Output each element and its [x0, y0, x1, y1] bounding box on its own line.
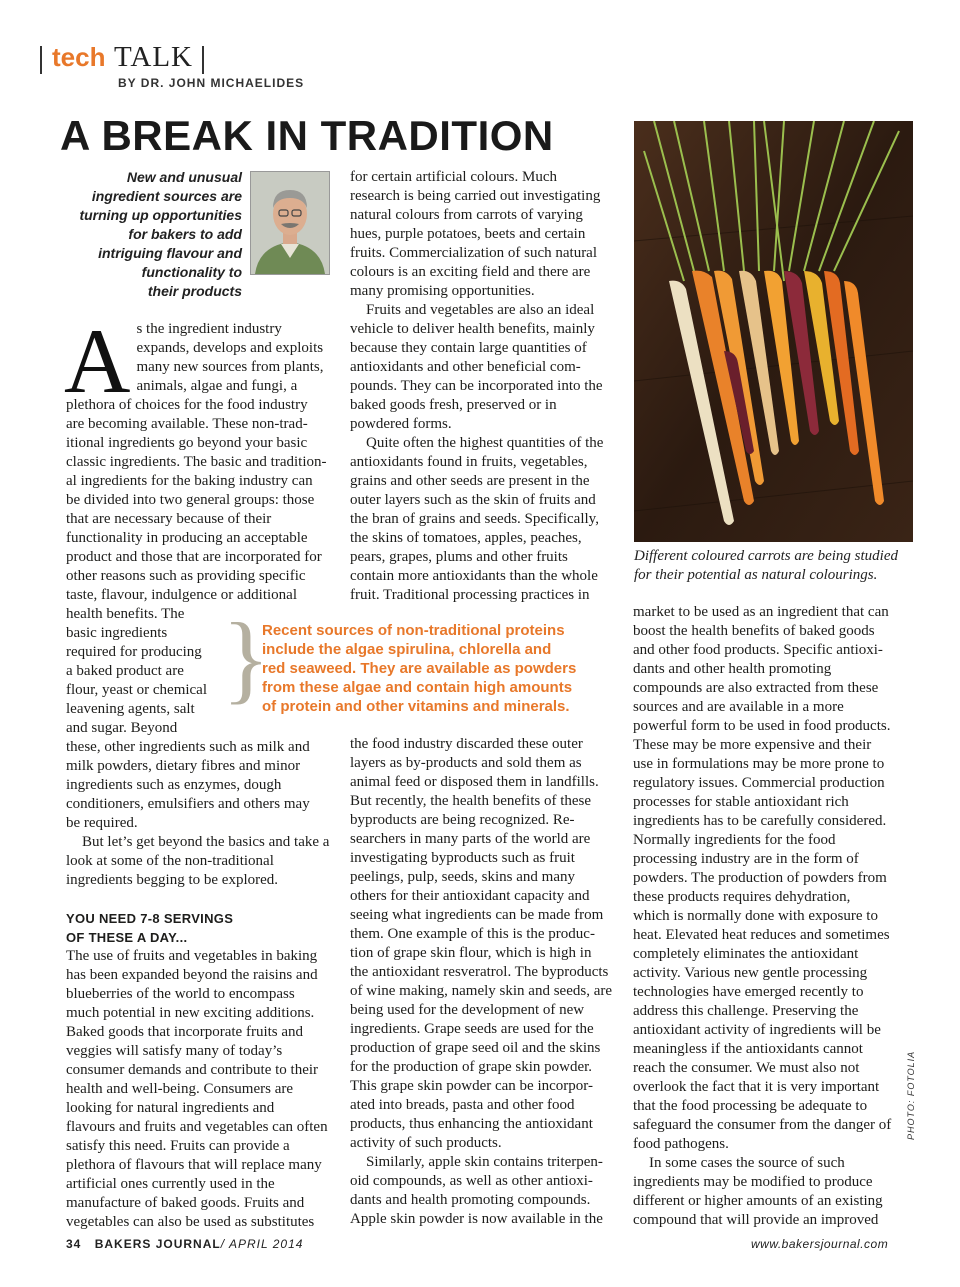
- text-line: fruits. Commercialization of such natural: [350, 245, 598, 261]
- text-line: antioxidants found in fruits, vegetables,: [350, 454, 588, 470]
- text-line: pears, grapes, plums and other fruits: [350, 549, 568, 565]
- paragraph: [64, 310, 330, 833]
- headline: A BREAK IN TRADITION: [60, 112, 554, 159]
- deck: [60, 168, 242, 301]
- pullquote-line: include the algae spirulina, chlorella and: [262, 641, 552, 658]
- footer-left: [66, 1237, 303, 1251]
- text-line: blueberries of the world to encompass: [66, 986, 295, 1002]
- text-line: But recently, the health benefits of these: [350, 793, 592, 809]
- text-line: vehicle to deliver health benefits, mainly: [350, 321, 595, 337]
- caption-line: Different coloured carrots are being studied: [634, 548, 898, 564]
- publication-name: BAKERS JOURNAL: [94, 1237, 221, 1251]
- text-line: for the production of grape skin powder.: [350, 1059, 593, 1075]
- text-line: Normally ingredients for the food: [633, 832, 836, 848]
- text-line: functionality in producing an acceptable: [66, 530, 308, 546]
- text-line: This grape skin powder can be incorpor-: [350, 1078, 593, 1094]
- carrots-image-icon: [634, 121, 913, 542]
- pullquote: [262, 621, 622, 716]
- text-line: compound that will provide an improved: [633, 1212, 879, 1228]
- subheading-line: OF THESE A DAY...: [66, 930, 188, 945]
- text-line: seeing what ingredients can be made from: [350, 907, 604, 923]
- text-line: In some cases the source of such: [649, 1155, 845, 1171]
- pullquote-line: of protein and other vitamins and minerals.: [262, 698, 570, 715]
- text-line: searchers in many parts of the world are: [350, 831, 591, 847]
- text-line: being used for the development of new: [350, 1002, 585, 1018]
- paragraph: [350, 735, 620, 1153]
- text-line: looking for natural ingredients and: [66, 1100, 275, 1116]
- text-line: meaningless if the antioxidants cannot: [633, 1041, 863, 1057]
- text-line: the antioxidant resveratrol. The byproducts: [350, 964, 609, 980]
- text-line: health benefits. The: [66, 606, 185, 622]
- paragraph: [633, 603, 905, 1154]
- text-line: colours is an exciting field and there are: [350, 264, 591, 280]
- text-line: ingredients such as enzymes, dough: [66, 777, 282, 793]
- text-line: regulatory issues. Commercial production: [633, 775, 885, 791]
- text-line: market to be used as an ingredient that can: [633, 604, 889, 620]
- text-line: classic ingredients. The basic and tradition-: [66, 454, 327, 470]
- text-line: which is normally done with exposure to: [633, 908, 878, 924]
- text-line: the bran of grains and seeds. Specifically,: [350, 511, 599, 527]
- article-column-1: [64, 310, 330, 1232]
- deck-line: their products: [147, 283, 242, 299]
- byline: BY DR. JOHN MICHAELIDES: [118, 76, 305, 90]
- deck-line: intriguing flavour and: [98, 245, 242, 261]
- text-line: processes for stable antioxidant rich: [633, 794, 849, 810]
- paragraph: [633, 1154, 905, 1230]
- deck-line: functionality to: [141, 264, 242, 280]
- text-line: s the ingredient industry: [136, 321, 282, 337]
- text-line: investigating byproducts such as fruit: [350, 850, 575, 866]
- text-line: are becoming available. These non-trad-: [66, 416, 308, 432]
- text-line: tion of grape skin flour, which is high in: [350, 945, 592, 961]
- text-line: different or higher amounts of an existing: [633, 1193, 883, 1209]
- text-line: be divided into two general groups: those: [66, 492, 315, 508]
- text-line: the food industry discarded these outer: [350, 736, 583, 752]
- issue-date: / APRIL 2014: [220, 1237, 304, 1251]
- text-line: for certain artificial colours. Much: [350, 169, 557, 185]
- text-line: leavening agents, salt: [66, 701, 195, 717]
- text-line: use in formulations may be more prone to: [633, 756, 885, 772]
- text-line: milk powders, dietary fibres and minor: [66, 758, 301, 774]
- text-line: because they contain large quantities of: [350, 340, 587, 356]
- text-line: oid compounds, as well as other antioxi-: [350, 1173, 593, 1189]
- article-column-3: [633, 603, 905, 1230]
- text-line: powdered forms.: [350, 416, 452, 432]
- text-line: safeguard the consumer from the danger of: [633, 1117, 892, 1133]
- text-line: manufacture of baked goods. Fruits and: [66, 1195, 305, 1211]
- text-line: products, thus enhancing the antioxidant: [350, 1116, 593, 1132]
- text-line: Fruits and vegetables are also an ideal: [366, 302, 595, 318]
- pullquote-brace: }: [222, 602, 270, 713]
- section-tech-label: tech: [52, 42, 106, 72]
- text-line: heat. Elevated heat reduces and sometimes: [633, 927, 890, 943]
- text-line: the skins of tomatoes, apples, peaches,: [350, 530, 582, 546]
- text-line: address this challenge. Preserving the: [633, 1003, 859, 1019]
- text-line: pounds. They can be incorporated into the: [350, 378, 603, 394]
- author-photo: [250, 171, 330, 275]
- pullquote-line: red seaweed. They are available as powders: [262, 660, 577, 677]
- text-line: them. One example of this is the produc-: [350, 926, 595, 942]
- text-line: sources and are available in a more: [633, 699, 844, 715]
- text-line: required for producing: [66, 644, 202, 660]
- text-line: animal feed or disposed them in landfills.: [350, 774, 599, 790]
- text-line: outer layers such as the skin of fruits and: [350, 492, 596, 508]
- text-line: production of grape seed oil and the skins: [350, 1040, 601, 1056]
- text-line: peelings, pulp, seeds, skins and many: [350, 869, 575, 885]
- text-line: product and those that are incorporated for: [66, 549, 322, 565]
- photo-credit: PHOTO: FOTOLIA: [906, 1050, 916, 1140]
- text-line: byproducts are being recognized. Re-: [350, 812, 575, 828]
- divider-right: [202, 46, 204, 74]
- text-line: many new sources from plants,: [136, 359, 324, 375]
- text-line: animals, algae and fungi, a: [136, 378, 298, 394]
- text-line: taste, flavour, indulgence or additional: [66, 587, 297, 603]
- text-line: But let’s get beyond the basics and take a: [82, 834, 330, 850]
- text-line: completely eliminates the antioxidant: [633, 946, 859, 962]
- text-line: veggies will satisfy many of today’s: [66, 1043, 283, 1059]
- paragraph: [350, 168, 620, 301]
- text-line: has been expanded beyond the raisins and: [66, 967, 318, 983]
- deck-line: for bakers to add: [128, 226, 242, 242]
- text-line: look at some of the non-traditional: [66, 853, 274, 869]
- website-link[interactable]: www.bakersjournal.com: [751, 1237, 889, 1251]
- text-line: dants and health promoting compounds.: [350, 1192, 591, 1208]
- text-line: hues, purple potatoes, beets and certain: [350, 226, 586, 242]
- section-talk-label: TALK: [114, 41, 193, 73]
- text-line: overlook the fact that it is very important: [633, 1079, 880, 1095]
- drop-cap: A: [64, 310, 131, 412]
- text-line: these products requires dehydration,: [633, 889, 851, 905]
- article-column-2-bottom: [350, 735, 620, 1229]
- text-line: food pathogens.: [633, 1136, 729, 1152]
- text-line: vegetables can also be used as substitutes: [66, 1214, 315, 1230]
- text-line: artificial ones currently used in the: [66, 1176, 275, 1192]
- text-line: health and well-being. Consumers are: [66, 1081, 294, 1097]
- paragraph: [66, 947, 330, 1232]
- text-line: layers as by-products and sold them as: [350, 755, 582, 771]
- author-portrait-icon: [251, 172, 329, 274]
- text-line: ingredients may be modified to produce: [633, 1174, 873, 1190]
- text-line: other reasons such as providing specific: [66, 568, 306, 584]
- text-line: grains and other seeds are present in the: [350, 473, 590, 489]
- text-line: of wine making, namely skin and seeds, are: [350, 983, 613, 999]
- text-line: activity. Various new gentle processing: [633, 965, 868, 981]
- text-line: Quite often the highest quantities of the: [366, 435, 604, 451]
- text-line: al ingredients for the baking industry can: [66, 473, 313, 489]
- carrots-photo: [634, 121, 913, 542]
- text-line: and sugar. Beyond: [66, 720, 178, 736]
- deck-line: ingredient sources are: [91, 188, 242, 204]
- text-line: conditioners, emulsifiers and others may: [66, 796, 310, 812]
- text-line: processing industry are in the form of: [633, 851, 859, 867]
- text-line: Apple skin powder is now available in the: [350, 1211, 603, 1227]
- text-line: boost the health benefits of baked goods: [633, 623, 875, 639]
- paragraph: [66, 833, 330, 890]
- text-line: ated into breads, pasta and other food: [350, 1097, 575, 1113]
- text-line: flour, yeast or chemical: [66, 682, 208, 698]
- text-line: basic ingredients: [66, 625, 168, 641]
- text-line: and other food products. Specific antioxi-: [633, 642, 883, 658]
- text-line: Baked goods that incorporate fruits and: [66, 1024, 304, 1040]
- text-line: fruit. Traditional processing practices in: [350, 587, 590, 603]
- text-line: compounds are also extracted from these: [633, 680, 879, 696]
- text-line: Similarly, apple skin contains triterpen-: [366, 1154, 603, 1170]
- text-line: research is being carried out investigating: [350, 188, 601, 204]
- text-line: technologies have emerged recently to: [633, 984, 864, 1000]
- text-line: others for their antioxidant capacity and: [350, 888, 590, 904]
- paragraph: [350, 434, 620, 605]
- subheading-line: YOU NEED 7-8 SERVINGS: [66, 911, 234, 926]
- text-line: powerful form to be used in food products.: [633, 718, 891, 734]
- text-line: a baked product are: [66, 663, 184, 679]
- text-line: activity of such products.: [350, 1135, 502, 1151]
- text-line: be required.: [66, 815, 138, 831]
- text-line: These may be more expensive and their: [633, 737, 872, 753]
- deck-line: turning up opportunities: [79, 207, 242, 223]
- text-line: many promising opportunities.: [350, 283, 535, 299]
- text-line: much potential in new exciting additions.: [66, 1005, 315, 1021]
- text-line: itional ingredients go beyond your basic: [66, 435, 308, 451]
- text-line: ingredients has to be carefully considered.: [633, 813, 887, 829]
- pullquote-line: Recent sources of non-traditional proteins: [262, 622, 565, 639]
- paragraph: [350, 1153, 620, 1229]
- text-line: that are necessary because of their: [66, 511, 272, 527]
- text-line: contain more antioxidants than the whole: [350, 568, 598, 584]
- text-line: baked goods fresh, preserved or in: [350, 397, 557, 413]
- photo-caption: [634, 547, 914, 585]
- caption-line: for their potential as natural colourings.: [634, 567, 878, 583]
- text-line: consumer demands and contribute to their: [66, 1062, 319, 1078]
- text-line: antioxidant activity of ingredients will be: [633, 1022, 881, 1038]
- divider-left: [40, 46, 42, 74]
- text-line: dants and other health promoting: [633, 661, 832, 677]
- text-line: antioxidants and other beneficial com-: [350, 359, 581, 375]
- text-line: that the food processing be adequate to: [633, 1098, 868, 1114]
- text-line: these, other ingredients such as milk and: [66, 739, 310, 755]
- deck-line: New and unusual: [126, 169, 242, 185]
- text-line: The use of fruits and vegetables in baking: [66, 948, 318, 964]
- pullquote-line: from these algae and contain high amounts: [262, 679, 573, 696]
- paragraph: [350, 301, 620, 434]
- subheading: [66, 909, 330, 947]
- text-line: flavours and fruits and vegetables can often: [66, 1119, 328, 1135]
- text-line: plethora of flavours that will replace many: [66, 1157, 322, 1173]
- text-line: powders. The production of powders from: [633, 870, 887, 886]
- text-line: expands, develops and exploits: [136, 340, 324, 356]
- text-line: natural colours from carrots of varying: [350, 207, 583, 223]
- article-column-2-top: [350, 168, 620, 605]
- text-line: satisfy this need. Fruits can provide a: [66, 1138, 290, 1154]
- text-line: ingredients begging to be explored.: [66, 872, 279, 888]
- text-line: plethora of choices for the food industry: [66, 397, 308, 413]
- text-line: ingredients. Grape seeds are used for the: [350, 1021, 594, 1037]
- page-number: 34: [66, 1237, 82, 1251]
- text-line: reach the consumer. We must also not: [633, 1060, 860, 1076]
